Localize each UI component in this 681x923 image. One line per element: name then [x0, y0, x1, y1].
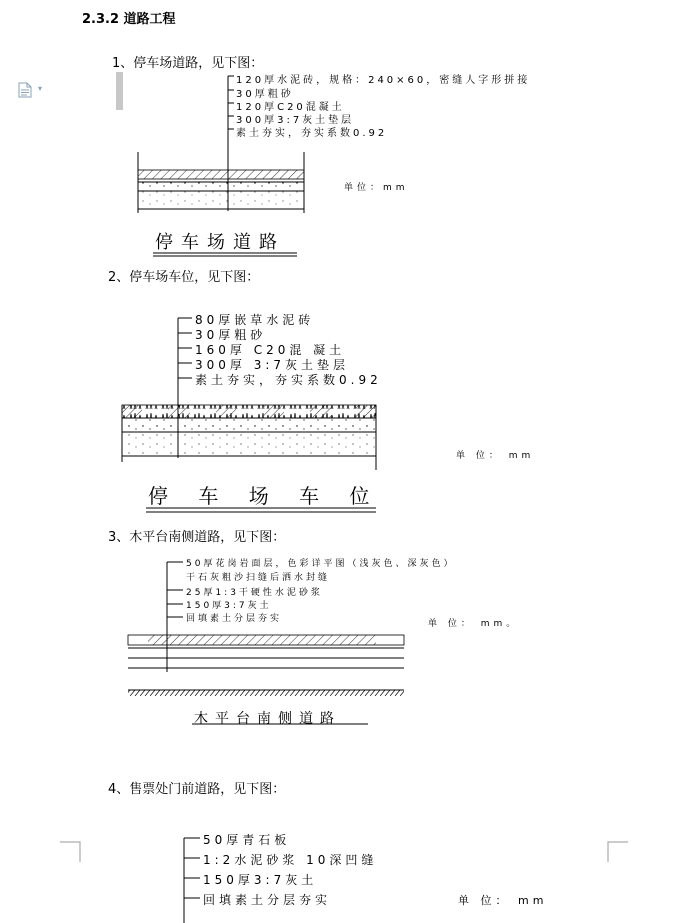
section3-layer-1: 50厚花岗岩面层，色彩详平图（浅灰色、深灰色）: [186, 559, 456, 569]
section1-layer-5: 素土夯实，夯实系数0.92: [236, 128, 388, 139]
section1-layer-4: 300厚3:7灰土垫层: [236, 115, 355, 126]
chevron-down-icon[interactable]: ▾: [38, 84, 43, 93]
section3-layer-5: 回填素土分层夯实: [186, 614, 283, 624]
section2-caption: 停 车 场 车 位: [148, 484, 382, 508]
margin-marker: [116, 72, 123, 110]
page-corner-mark-left: [60, 842, 80, 862]
section2-layer-1: 80厚嵌草水泥砖: [195, 313, 315, 327]
section4-layer-1: 50厚青石板: [203, 833, 291, 847]
section3-caption: 木平台南侧道路: [194, 711, 341, 727]
section1-caption: 停车场道路: [155, 232, 285, 253]
section3-unit: 单 位： mm。: [428, 619, 520, 629]
section3-layer-3: 25厚1:3干硬性水泥砂浆: [186, 588, 323, 598]
section1-layer-2: 30厚粗砂: [236, 89, 294, 100]
section4-layer-2: 1:2水泥砂浆 10深凹缝: [203, 853, 378, 867]
section3-layer-2: 干石灰粗沙扫缝后洒水封缝: [186, 573, 331, 583]
section2-layer-5: 素土夯实，夯实系数0.92: [195, 373, 382, 387]
section1-title: 1、停车场道路，见下图：: [112, 56, 264, 71]
section4-unit: 单 位： mm: [458, 894, 548, 907]
section1-unit: 单位：mm: [344, 183, 409, 193]
section1-layer-3: 120厚C20混凝土: [236, 102, 345, 113]
section3-layer-4: 150厚3:7灰土: [186, 601, 272, 611]
page-heading: 2.3.2 道路工程: [82, 12, 176, 27]
section3-title: 3、木平台南侧道路，见下图：: [108, 530, 286, 545]
section4-layer-4: 回填素土分层夯实: [203, 893, 332, 907]
page-corner-mark-right: [608, 842, 628, 862]
section2-title: 2、停车场车位，见下图：: [108, 270, 260, 285]
document-icon[interactable]: [18, 82, 32, 98]
section4-diagram: [184, 838, 200, 923]
section2-layer-3: 160厚 C20混 凝土: [195, 343, 346, 357]
section4-layer-3: 150厚3:7灰土: [203, 873, 318, 887]
section2-unit: 单 位： mm: [456, 451, 535, 461]
section2-layer-2: 30厚粗砂: [195, 328, 267, 342]
section4-title: 4、售票处门前道路，见下图：: [108, 782, 286, 797]
section2-layer-4: 300厚 3:7灰土垫层: [195, 358, 350, 372]
section1-layer-1: 120厚水泥砖，规格：240×60，密缝人字形拼接: [236, 75, 531, 86]
